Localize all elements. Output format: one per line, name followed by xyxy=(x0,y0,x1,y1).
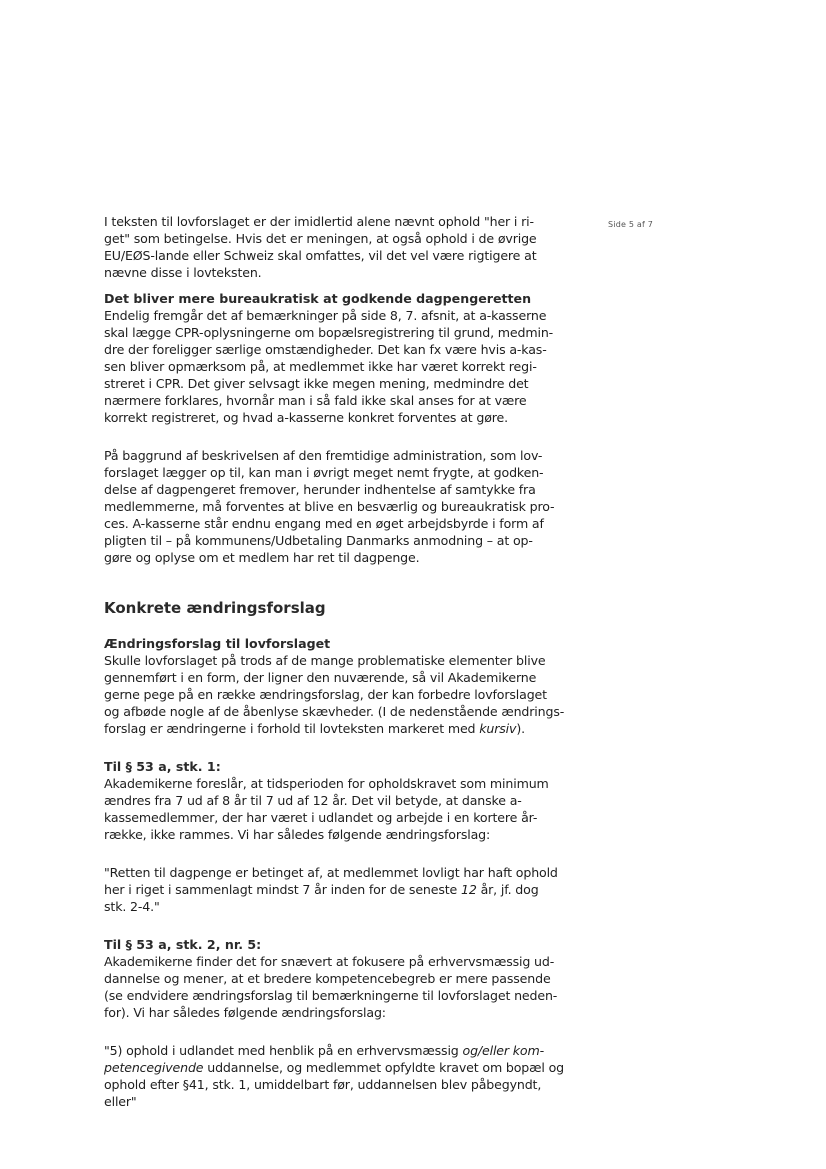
amendment-quote-1 xyxy=(104,864,592,915)
text-line xyxy=(104,1042,592,1059)
text-segment: her i riget i sammenlagt mindst 7 år inden for de seneste xyxy=(104,882,461,897)
text-line: gerne pege på en række ændringsforslag, der kan forbedre lovforslaget xyxy=(104,687,547,702)
text-line: get" som betingelse. Hvis det er meningen, at også ophold i de øvrige xyxy=(104,231,537,246)
text-line: dannelse og mener, at et bredere kompetencebegreb er mere passende xyxy=(104,971,551,986)
text-line: Akademikerne foreslår, at tidsperioden for opholdskravet som minimum xyxy=(104,776,549,791)
section-53a-stk2-heading: Til § 53 a, stk. 2, nr. 5: xyxy=(104,937,262,952)
amendment-heading: Ændringsforslag til lovforslaget xyxy=(104,636,331,651)
text-line xyxy=(104,881,592,898)
italic-segment: petencegivende xyxy=(104,1060,204,1075)
text-line: ces. A-kasserne står endnu engang med en øget arbejdsbyrde i form af xyxy=(104,516,544,531)
text-line: Akademikerne finder det for snævert at fokusere på erhvervsmæssig ud- xyxy=(104,954,555,969)
text-line: Skulle lovforslaget på trods af de mange problematiske elementer blive xyxy=(104,653,546,668)
document-body xyxy=(104,213,592,1110)
page-number: Side 5 af 7 xyxy=(608,220,654,229)
text-line: række, ikke rammes. Vi har således følgende ændringsforslag: xyxy=(104,827,491,842)
text-line: dre der foreligger særlige omstændigheder. Det kan fx være hvis a-kas- xyxy=(104,342,547,357)
administration-paragraph xyxy=(104,447,592,566)
text-line: (se endvidere ændringsforslag til bemærkningerne til lovforslaget neden- xyxy=(104,988,558,1003)
text-segment: forslag er ændringerne i forhold til lovteksten markeret med xyxy=(104,721,480,736)
text-line: eller" xyxy=(104,1094,137,1109)
text-line xyxy=(104,1059,592,1076)
text-line: skal lægge CPR-oplysningerne om bopælsregistrering til grund, medmin- xyxy=(104,325,554,340)
text-line: stk. 2-4." xyxy=(104,899,160,914)
italic-segment: og/eller kom- xyxy=(462,1043,544,1058)
text-line: På baggrund af beskrivelsen af den fremtidige administration, som lov- xyxy=(104,448,543,463)
text-line: gennemført i en form, der ligner den nuværende, så vil Akademikerne xyxy=(104,670,537,685)
italic-segment: kursiv xyxy=(479,721,517,736)
section-53a-stk1-heading: Til § 53 a, stk. 1: xyxy=(104,759,221,774)
text-line: Endelig fremgår det af bemærkninger på side 8, 7. afsnit, at a-kasserne xyxy=(104,308,547,323)
text-line: EU/EØS-lande eller Schweiz skal omfattes, vil det vel være rigtigere at xyxy=(104,248,537,263)
italic-segment: 12 xyxy=(461,882,477,897)
text-line: sen bliver opmærksom på, at medlemmet ikke har været korrekt regi- xyxy=(104,359,537,374)
bureaucracy-paragraph xyxy=(104,307,592,426)
text-line xyxy=(104,720,592,737)
amendment-quote-2 xyxy=(104,1042,592,1110)
bureaucracy-heading: Det bliver mere bureaukratisk at godkende dagpengeretten xyxy=(104,291,532,306)
text-line: korrekt registreret, og hvad a-kasserne konkret forventes at gøre. xyxy=(104,410,509,425)
text-line: delse af dagpengeret fremover, herunder indhentelse af samtykke fra xyxy=(104,482,536,497)
intro-paragraph xyxy=(104,213,592,281)
text-line: ændres fra 7 ud af 8 år til 7 ud af 12 år. Det vil betyde, at danske a- xyxy=(104,793,522,808)
text-line: ophold efter §41, stk. 1, umiddelbart før, uddannelsen blev påbegyndt, xyxy=(104,1077,542,1092)
section-53a-stk2-paragraph xyxy=(104,953,592,1021)
text-segment: uddannelse, og medlemmet opfyldte kravet om bopæl og xyxy=(203,1060,564,1075)
text-line: nævne disse i lovteksten. xyxy=(104,265,262,280)
section-53a-stk1-paragraph xyxy=(104,775,592,843)
text-line: og afbøde nogle af de åbenlyse skævheder. (I de nedenstående ændrings- xyxy=(104,704,565,719)
text-line: I teksten til lovforslaget er der imidlertid alene nævnt ophold "her i ri- xyxy=(104,214,534,229)
text-line: streret i CPR. Det giver selvsagt ikke megen mening, medmindre det xyxy=(104,376,529,391)
text-line: medlemmerne, må forventes at blive en besværlig og bureaukratisk pro- xyxy=(104,499,555,514)
text-line: pligten til – på kommunens/Udbetaling Danmarks anmodning – at op- xyxy=(104,533,533,548)
text-line: for). Vi har således følgende ændringsforslag: xyxy=(104,1005,386,1020)
text-line: kassemedlemmer, der har været i udlandet og arbejde i en kortere år- xyxy=(104,810,538,825)
text-segment: ). xyxy=(516,721,525,736)
text-line: forslaget lægger op til, kan man i øvrigt meget nemt frygte, at godken- xyxy=(104,465,544,480)
text-line: nærmere forklares, hvornår man i så fald ikke skal anses for at være xyxy=(104,393,527,408)
text-line: gøre og oplyse om et medlem har ret til dagpenge. xyxy=(104,550,420,565)
text-segment: år, jf. dog xyxy=(476,882,539,897)
text-segment: "5) ophold i udlandet med henblik på en erhvervsmæssig xyxy=(104,1043,463,1058)
section-title: Konkrete ændringsforslag xyxy=(104,599,326,617)
text-line: "Retten til dagpenge er betinget af, at medlemmet lovligt har haft ophold xyxy=(104,865,558,880)
amendment-paragraph xyxy=(104,652,592,737)
